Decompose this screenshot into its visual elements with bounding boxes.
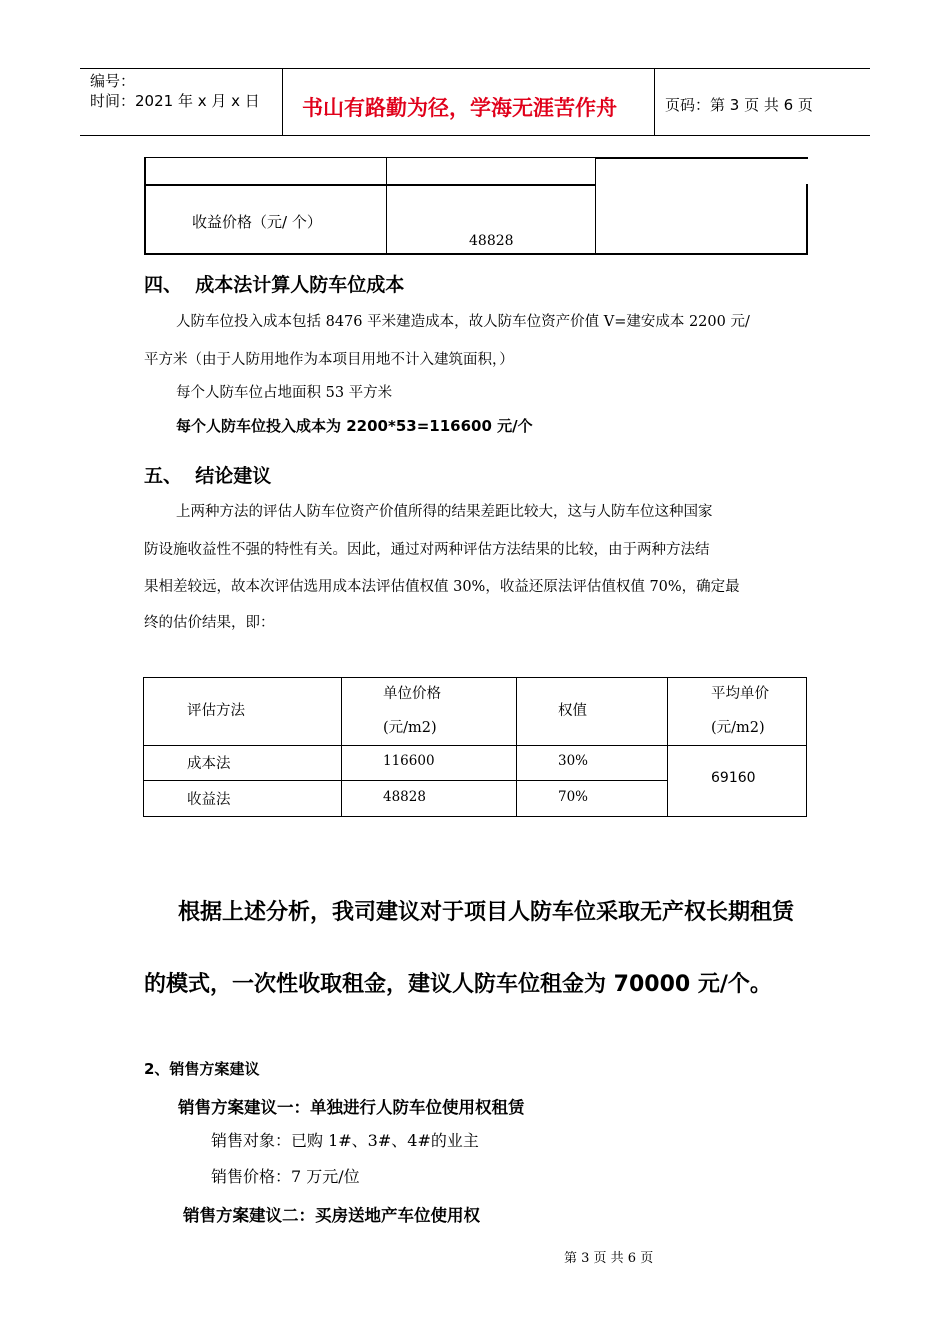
section4-para3: 每个人防车位投入成本为 2200*53=116600 元/个 (176, 417, 533, 435)
section4-para2: 每个人防车位占地面积 53 平方米 (176, 385, 393, 401)
vt-vrule-2 (341, 677, 342, 817)
vt-row1-weight: 30% (558, 753, 589, 769)
vt-row1-method: 成本法 (187, 756, 231, 772)
header-time-label: 时间：2021 年 x 月 x 日 (90, 92, 260, 110)
header-divider-2 (654, 68, 655, 136)
vt-row2-price: 48828 (383, 789, 426, 805)
header-number-label: 编号： (90, 72, 136, 90)
vt-header-method: 评估方法 (187, 703, 245, 719)
top-table-vrule-2 (386, 157, 387, 255)
vt-rule-top (143, 677, 807, 678)
sales-heading: 2、销售方案建议 (144, 1060, 260, 1078)
sales-plan1-title: 销售方案建议一：单独进行人防车位使用权租赁 (178, 1098, 525, 1117)
vt-row2-weight: 70% (558, 789, 589, 805)
section5-line-1: 上两种方法的评估人防车位资产价值所得的结果差距比较大，这与人防车位这种国家 (176, 504, 713, 520)
header-divider-1 (282, 68, 283, 136)
section4-para1-line1: 人防车位投入成本包括 8476 平米建造成本，故人防车位资产价值 V=建安成本 2200 元/ (176, 314, 750, 330)
vt-vrule-3 (516, 677, 517, 817)
section5-line-3: 果相差较远，故本次评估选用成本法评估值权值 30%，收益还原法评估值权值 70%，确定最 (144, 579, 740, 595)
section5-heading: 五、 结论建议 (144, 465, 272, 487)
vt-rule-header (143, 745, 807, 746)
vt-header-unit-price-unit: (元/m2) (383, 720, 437, 736)
sales-plan1-target: 销售对象：已购 1#、3#、4#的业主 (211, 1131, 479, 1150)
top-table-vrule-1 (144, 157, 146, 255)
top-table-row-label: 收益价格（元/ 个） (192, 213, 322, 231)
top-table-rule-2 (144, 184, 596, 186)
vt-vrule-1 (143, 677, 144, 817)
section4-heading: 四、 成本法计算人防车位成本 (144, 274, 405, 296)
sales-plan2-title: 销售方案建议二：买房送地产车位使用权 (183, 1206, 480, 1225)
top-table-rule-3 (144, 253, 808, 255)
vt-header-avg-price-unit: (元/m2) (711, 720, 765, 736)
footer-page-number: 第 3 页 共 6 页 (564, 1251, 654, 1266)
vt-vrule-4 (667, 677, 668, 817)
sales-plan1-price: 销售价格：7 万元/位 (211, 1167, 360, 1186)
section5-line-2: 防设施收益性不强的特性有关。因此，通过对两种评估方法结果的比较，由于两种方法结 (144, 542, 710, 558)
vt-rule-row1 (143, 780, 668, 781)
vt-row1-price: 116600 (383, 753, 435, 769)
header-page-label: 页码：第 3 页 共 6 页 (665, 96, 813, 114)
header-top-rule (80, 68, 870, 69)
vt-average-price: 69160 (711, 770, 756, 786)
top-table-rule-1b (596, 157, 808, 159)
top-table-vrule-3 (595, 157, 596, 255)
header-bottom-rule (80, 135, 870, 136)
section4-para1-line2: 平方米（由于人防用地作为本项目用地不计入建筑面积，） (144, 352, 514, 368)
vt-rule-bottom (143, 816, 807, 817)
vt-header-unit-price: 单位价格 (383, 686, 441, 702)
recommendation-line1: 根据上述分析，我司建议对于项目人防车位采取无产权长期租赁 (178, 900, 795, 925)
header-motto: 书山有路勤为径，学海无涯苦作舟 (302, 96, 617, 120)
section5-line-4: 终的估价结果，即： (144, 615, 275, 631)
recommendation-line2: 的模式，一次性收取租金，建议人防车位租金为 70000 元/个。 (144, 972, 772, 997)
vt-vrule-5 (806, 677, 807, 817)
vt-header-weight: 权值 (558, 703, 587, 719)
vt-row2-method: 收益法 (187, 792, 231, 808)
top-table-row-value: 48828 (469, 233, 514, 249)
vt-header-avg-price: 平均单价 (711, 686, 769, 702)
top-table-rule-1 (144, 157, 596, 158)
top-table-vrule-4 (806, 184, 808, 255)
